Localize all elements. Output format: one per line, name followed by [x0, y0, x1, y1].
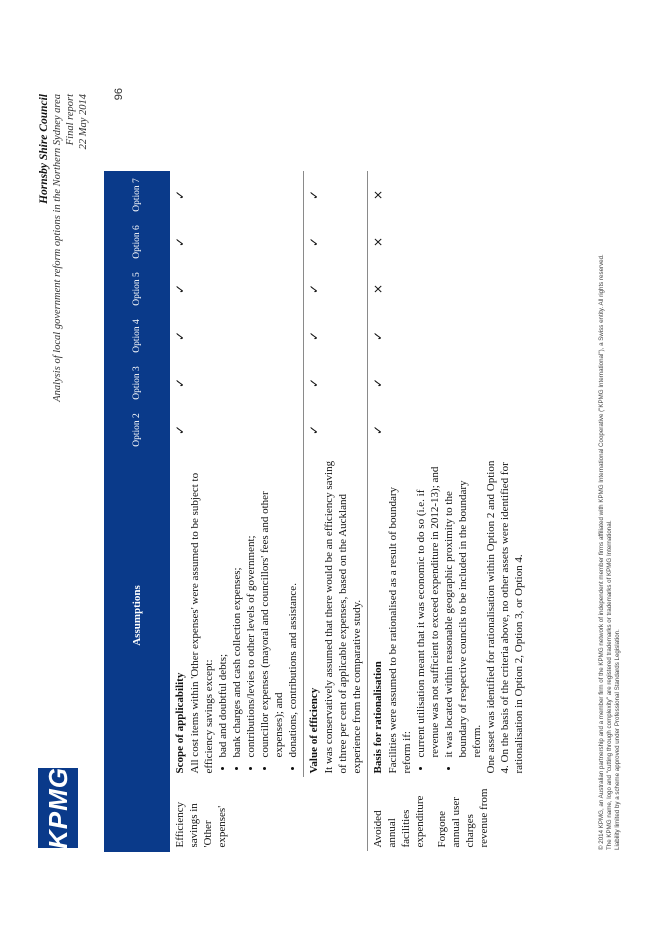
section-intro: It was conservatively assumed that there would be an efficiency saving of three per cent of applicable expenses, based on the Auckland experience from the comparative study.	[323, 460, 363, 774]
section-title: Basis for rationalisation	[372, 661, 384, 774]
check-icon: ✓	[371, 377, 385, 389]
list-item: • donations, contributions and assistance.	[286, 458, 300, 758]
header-option-3: Option 3	[105, 360, 170, 407]
table-row	[170, 172, 304, 852]
liability-text: Liability limited by a scheme approved under Professional Standards Legislation.	[614, 629, 621, 850]
check-icon: ✓	[170, 313, 304, 360]
header-option-5: Option 5	[105, 266, 170, 313]
check-icon: ✓	[304, 407, 368, 454]
report-date: 22 May 2014	[78, 94, 89, 150]
section-title: Value of efficiency	[308, 687, 320, 774]
check-icon: ✓	[304, 360, 368, 407]
check-icon: ✓	[304, 313, 368, 360]
copyright-text: © 2014 KPMG, an Australian partnership and a member firm of the KPMG network of independent member firms affiliated with KPMG International Cooperative ("KPMG International"), a Swiss entity. All rights reserved.	[598, 254, 605, 850]
list-item: • contributions/levies to other levels of government;	[244, 458, 258, 758]
header-option-7: Option 7	[105, 172, 170, 219]
bullet-list	[414, 458, 484, 774]
row-label-secondary: Forgone annual user charges revenue from	[436, 788, 490, 848]
header-assumptions: Assumptions	[105, 454, 170, 778]
check-icon: ✓	[371, 330, 385, 342]
page-header	[38, 94, 90, 402]
row-label-primary: Avoided annual facilities expenditure	[372, 795, 426, 848]
cross-icon: ×	[371, 189, 385, 201]
check-icon: ✓	[371, 424, 385, 436]
check-icon: ✓	[304, 266, 368, 313]
table-header-row	[105, 172, 170, 852]
check-icon: ✓	[304, 219, 368, 266]
list-item: • bad and doubtful debts;	[216, 458, 230, 758]
row-label-efficiency: Efficiency savings in 'Other expenses'	[170, 778, 368, 852]
cross-icon: ×	[371, 283, 385, 295]
check-icon: ✓	[170, 407, 304, 454]
list-item: • current utilisation meant that it was economic to do so (i.e. if revenue was not sufficient to exceed expenditure in 2012-13); and	[414, 458, 442, 758]
page-number: 96	[113, 88, 125, 101]
assumptions-table	[104, 171, 529, 852]
list-item: • bank charges and cash collection expenses;	[230, 458, 244, 758]
section-outro: One asset was identified for rationalisation within Option 2 and Option 4. On the basis of the criteria above, no other assets were identified for rationalisation in Option 2, Option 3, or Option 4.	[485, 460, 525, 774]
check-icon: ✓	[170, 172, 304, 219]
list-item: • councillor expenses (mayoral and councillors' fees and other expenses); and	[258, 458, 286, 758]
table-row	[304, 172, 368, 852]
check-icon: ✓	[304, 172, 368, 219]
check-icon: ✓	[170, 266, 304, 313]
check-icon: ✓	[170, 360, 304, 407]
cross-icon: ×	[371, 236, 385, 248]
bullet-list	[216, 458, 300, 774]
check-icon: ✓	[170, 219, 304, 266]
row-label-facilities	[368, 778, 530, 852]
section-scope	[170, 454, 304, 778]
legal-footer	[598, 210, 622, 850]
section-intro: Facilities were assumed to be rationalised as a result of boundary reform if:	[387, 486, 413, 774]
report-subtitle: Analysis of local government reform options in the Northern Sydney area	[52, 94, 63, 402]
header-option-2: Option 2	[105, 407, 170, 454]
council-name: Hornsby Shire Council	[38, 94, 50, 204]
section-rationalisation	[368, 454, 530, 778]
kpmg-logo: KPMG	[38, 768, 78, 848]
section-intro: All cost items within 'Other expenses' were assumed to be subject to efficiency savings except:	[189, 472, 215, 774]
header-blank	[105, 778, 170, 852]
section-value	[304, 454, 368, 778]
list-item: • it was located within reasonable geographic proximity to the boundary of respective councils to be included in the boundary reform.	[442, 458, 484, 758]
section-title: Scope of applicability	[174, 672, 186, 774]
trademark-text: The KPMG name, logo and "cutting through complexity" are registered trademarks or trademarks of KPMG International.	[606, 520, 613, 850]
header-option-6: Option 6	[105, 219, 170, 266]
header-option-4: Option 4	[105, 313, 170, 360]
table-row	[368, 172, 530, 852]
report-status: Final report	[65, 94, 76, 146]
